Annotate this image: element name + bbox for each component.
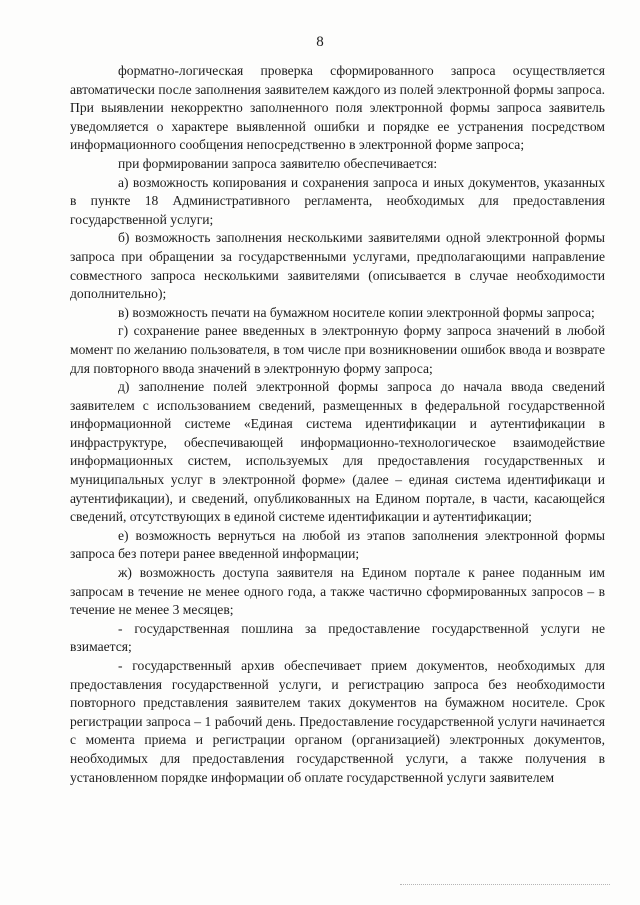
paragraph-item-a: а) возможность копирования и сохранения запроса и иных документов, указанных в пункте 18 Административного регламента, необходимых для предоставления государственной услуги; [70,174,605,227]
paragraph-item-b: б) возможность заполнения несколькими заявителями одной электронной формы запроса при обращении за государственными услугами, предполагающими направление совместного запроса несколькими заявителями (описывается в случае необходимости дополнительно); [70,230,605,302]
document-body [70,62,605,787]
paragraph-item-zh: ж) возможность доступа заявителя на Едином портале к ранее поданным им запросам в течение не менее одного года, а также частично сформированных запросов – в течение не менее 3 месяцев; [70,565,605,618]
scan-edge-line [400,884,610,885]
paragraph-item-e: е) возможность вернуться на любой из этапов заполнения электронной формы запроса без потери ранее введенной информации; [70,527,605,562]
paragraph-item-d: д) заполнение полей электронной формы запроса до начала ввода сведений заявителем с использованием сведений, размещенных в федеральной государственной информационной системе «Единая система идентификации и аутентификации в инфраструктуре, обеспечивающей информационно-технологическое взаимодействие информационных систем, используемых для предоставления государственных и муниципальных услуг в электронной форме» (далее – единая система идентификаци и аутентификации), и сведений, опубликованных на Едином портале, в части, касающейся сведений, отсутствующих в единой системе идентификации и аутентификации; [70,379,605,525]
paragraph-fee: - государственная пошлина за предоставление государственной услуги не взимается; [70,620,605,655]
paragraph-archive: - государственный архив обеспечивает прием документов, необходимых для предоставления государственной услуги, и регистрацию запроса без необходимости повторного представления заявителем таких документов на бумажном носителе. Срок регистрации запроса – 1 рабочий день. Предоставление государственной услуги начинается с момента приема и регистрации органом (организацией) электронных документов, необходимых для предоставления государственной услуги, а также получения в установленном порядке информации об оплате государственной услуги заявителем [70,658,605,785]
paragraph-intro-list: при формировании запроса заявителю обеспечивается: [118,155,438,171]
paragraph-format-check: форматно-логическая проверка сформированного запроса осуществляется автоматически после заполнения заявителем каждого из полей электронной формы запроса. При выявлении некорректно заполненного поля электронной формы запроса заявитель уведомляется о характере выявленной ошибки и порядке ее устранения посредством информационного сообщения непосредственно в электронной форме запроса; [70,63,605,153]
page-number: 8 [316,34,324,50]
paragraph-item-g: г) сохранение ранее введенных в электронную форму запроса значений в любой момент по желанию пользователя, в том числе при возникновении ошибок ввода и возврате для повторного ввода значений в электронную форму запроса; [70,323,605,376]
paragraph-item-v: в) возможность печати на бумажном носителе копии электронной формы запроса; [118,304,595,320]
